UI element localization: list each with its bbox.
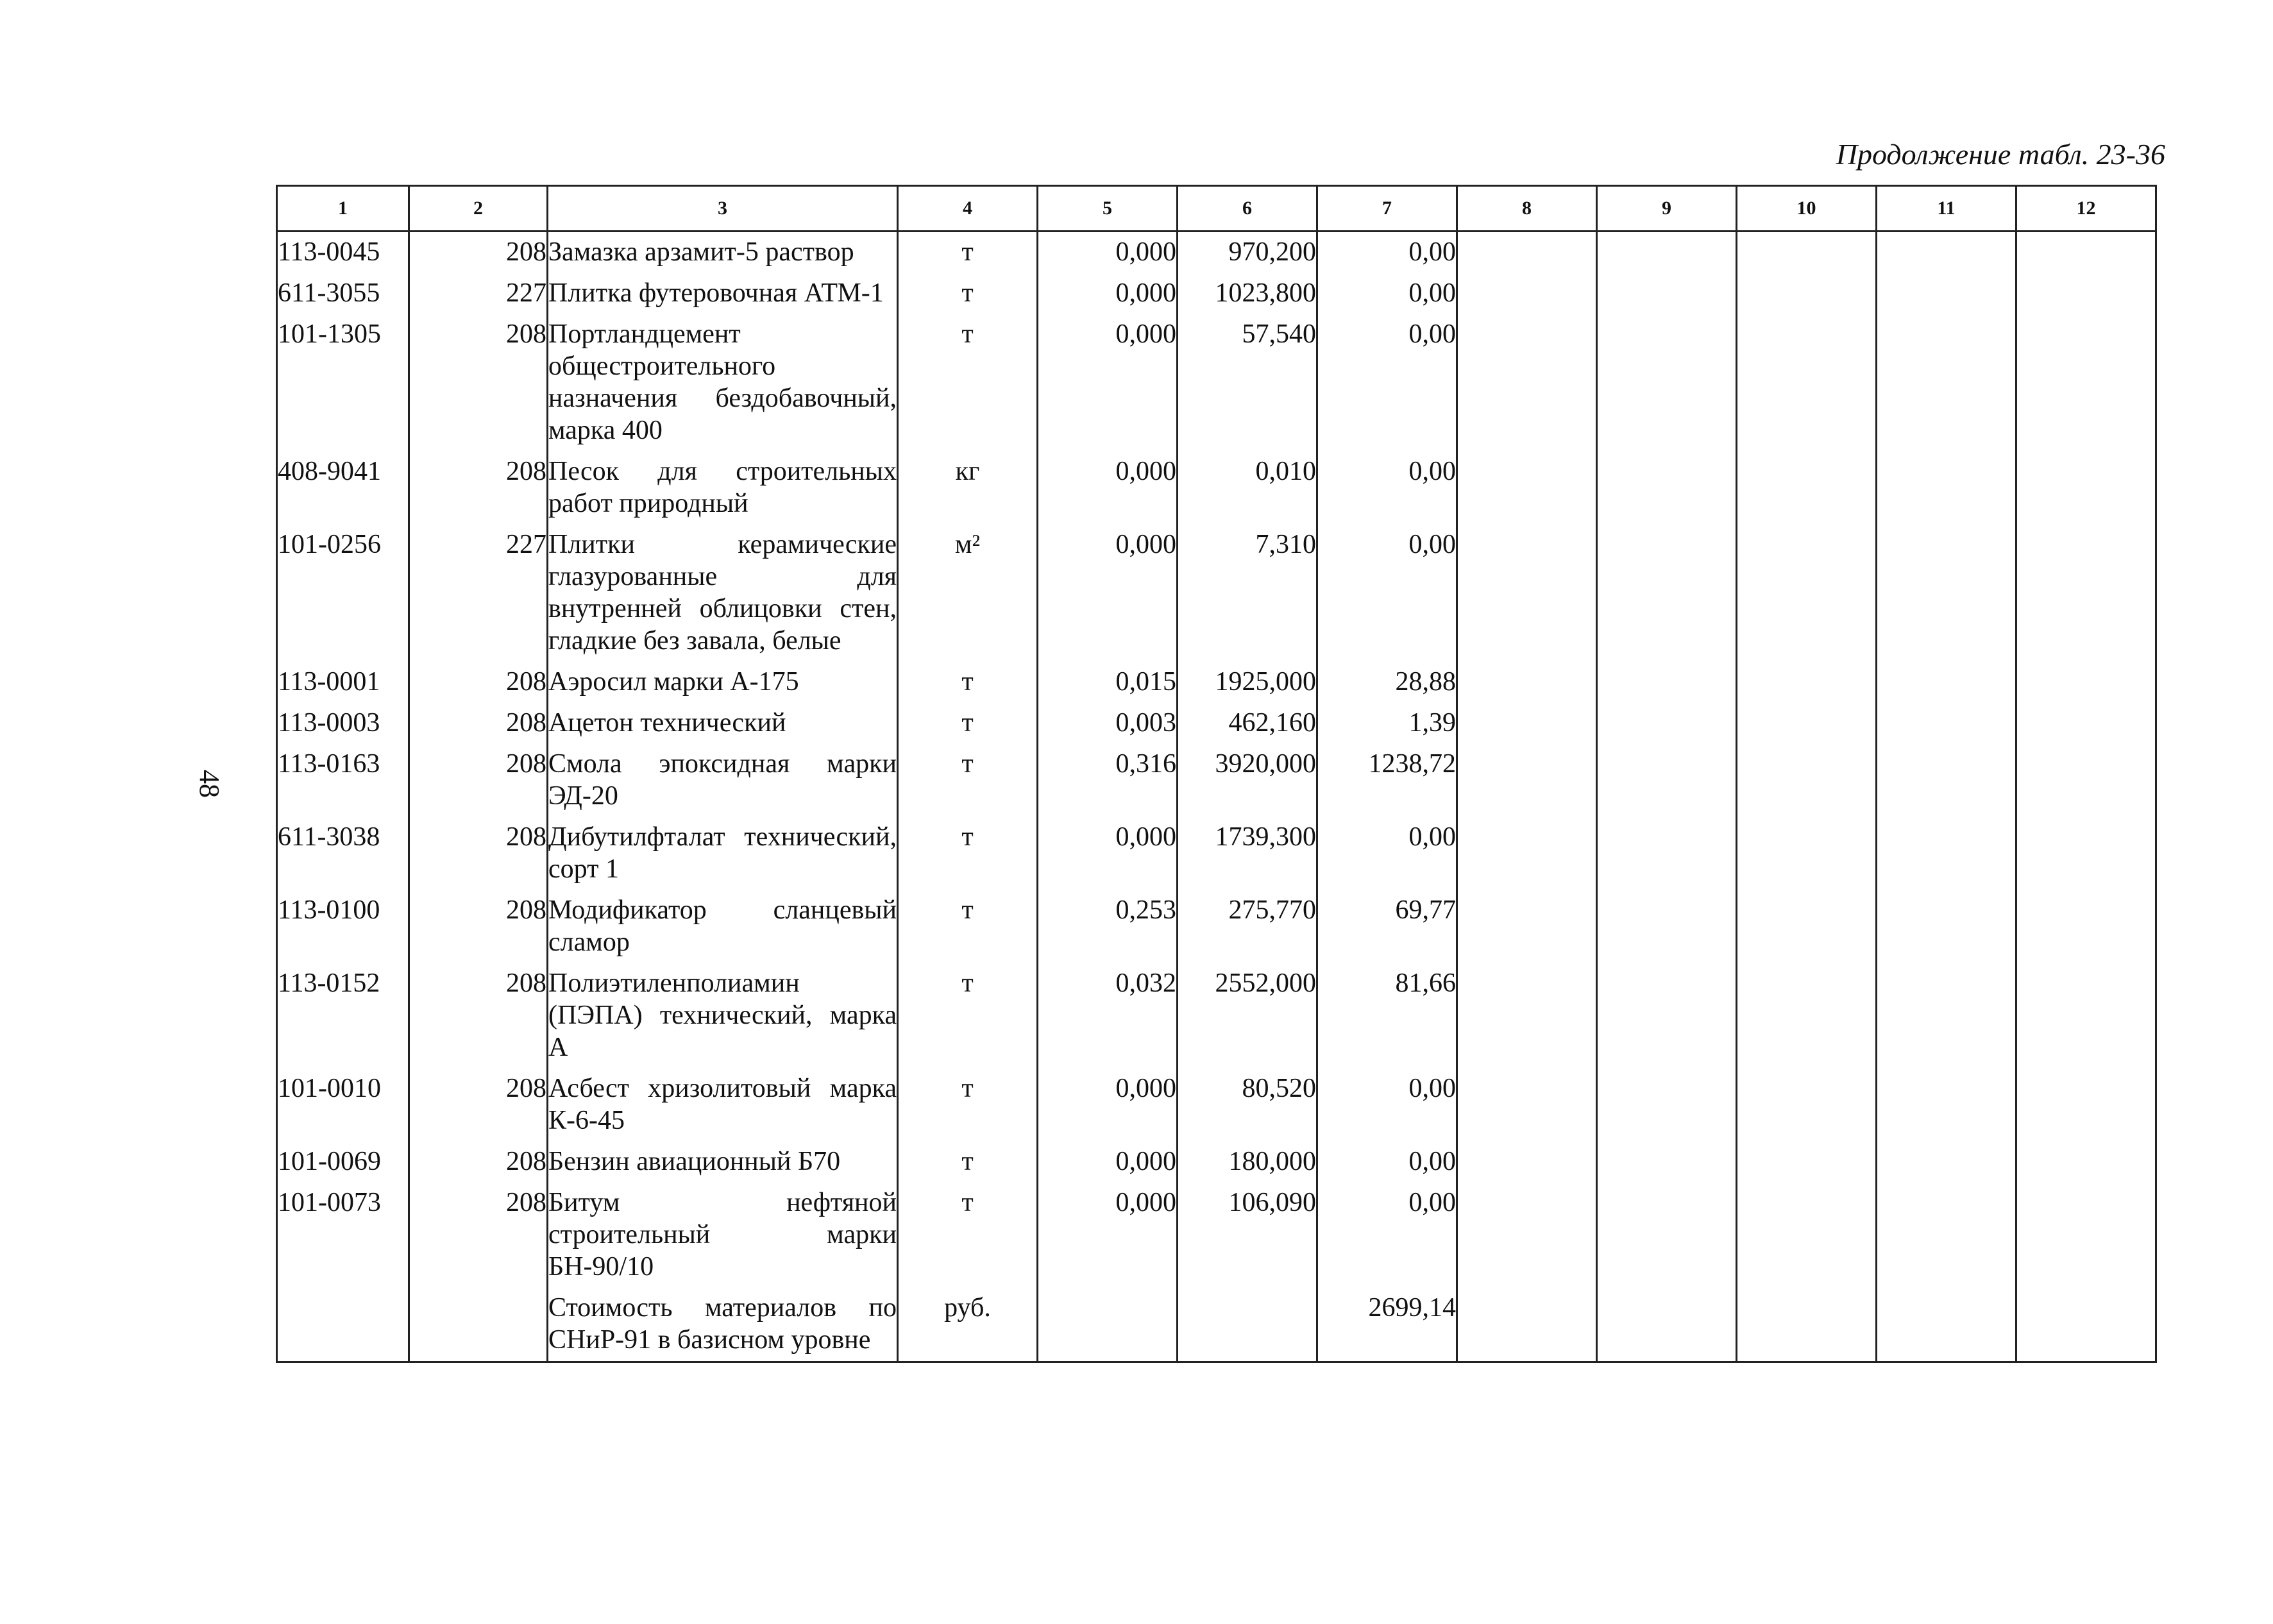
column-header: 6 — [1178, 186, 1317, 232]
price-cell: 80,520 — [1178, 1069, 1317, 1142]
index-cell: 208 — [409, 1142, 548, 1183]
empty-cell — [1597, 1183, 1737, 1288]
material-name-cell: Песок для строительных работ природный — [548, 452, 898, 525]
table-row — [277, 662, 2156, 703]
empty-cell — [2016, 662, 2156, 703]
material-name-cell: Битум нефтяной строительный марки БН-90/10 — [548, 1183, 898, 1288]
index-cell: 208 — [409, 817, 548, 890]
quantity-cell: 0,000 — [1038, 232, 1178, 274]
empty-cell — [2016, 232, 2156, 274]
empty-cell — [1737, 314, 1877, 452]
material-name-cell: Стоимость материалов по СНиР-91 в базисном уровне — [548, 1288, 898, 1362]
empty-cell — [2016, 744, 2156, 817]
cost-cell: 0,00 — [1317, 273, 1457, 314]
index-cell: 208 — [409, 744, 548, 817]
price-cell: 7,310 — [1178, 525, 1317, 662]
unit-cell: м² — [898, 525, 1038, 662]
header-row — [277, 186, 2156, 232]
quantity-cell: 0,000 — [1038, 525, 1178, 662]
empty-cell — [1877, 525, 2016, 662]
price-cell: 1925,000 — [1178, 662, 1317, 703]
empty-cell — [1457, 744, 1597, 817]
unit-cell: т — [898, 232, 1038, 274]
unit-cell: т — [898, 1069, 1038, 1142]
unit-cell: т — [898, 817, 1038, 890]
price-cell: 1023,800 — [1178, 273, 1317, 314]
empty-cell — [1737, 963, 1877, 1069]
index-cell: 208 — [409, 232, 548, 274]
price-cell: 106,090 — [1178, 1183, 1317, 1288]
material-name-cell: Аэросил марки А-175 — [548, 662, 898, 703]
index-cell: 227 — [409, 525, 548, 662]
empty-cell — [1877, 1142, 2016, 1183]
empty-cell — [1457, 1069, 1597, 1142]
empty-cell — [1737, 1288, 1877, 1362]
empty-cell — [1457, 314, 1597, 452]
empty-cell — [1737, 744, 1877, 817]
resource-code-cell: 113-0100 — [277, 890, 409, 963]
empty-cell — [1597, 817, 1737, 890]
material-name-cell: Плитки керамические глазурованные для внутренней облицовки стен, гладкие без завала, белые — [548, 525, 898, 662]
quantity-cell: 0,316 — [1038, 744, 1178, 817]
total-cost-cell: 2699,14 — [1317, 1288, 1457, 1362]
price-cell: 1739,300 — [1178, 817, 1317, 890]
empty-cell — [1457, 525, 1597, 662]
price-cell: 2552,000 — [1178, 963, 1317, 1069]
resource-code-cell: 611-3038 — [277, 817, 409, 890]
empty-cell — [1877, 703, 2016, 744]
empty-cell — [1737, 662, 1877, 703]
quantity-cell: 0,000 — [1038, 1183, 1178, 1288]
price-cell: 970,200 — [1178, 232, 1317, 274]
empty-cell — [1737, 1142, 1877, 1183]
resource-code-cell: 101-0256 — [277, 525, 409, 662]
empty-cell — [1597, 1288, 1737, 1362]
price-cell — [1178, 1288, 1317, 1362]
resource-code-cell: 113-0001 — [277, 662, 409, 703]
empty-cell — [1597, 452, 1737, 525]
material-name-cell: Асбест хризолитовый марка К-6-45 — [548, 1069, 898, 1142]
table-row — [277, 232, 2156, 274]
price-cell: 3920,000 — [1178, 744, 1317, 817]
unit-cell: т — [898, 662, 1038, 703]
quantity-cell: 0,253 — [1038, 890, 1178, 963]
index-cell: 208 — [409, 662, 548, 703]
price-cell: 275,770 — [1178, 890, 1317, 963]
cost-cell: 0,00 — [1317, 1183, 1457, 1288]
table-row — [277, 963, 2156, 1069]
resource-code-cell: 113-0003 — [277, 703, 409, 744]
table-row — [277, 273, 2156, 314]
material-name-cell: Плитка футеровочная АТМ-1 — [548, 273, 898, 314]
empty-cell — [1877, 817, 2016, 890]
empty-cell — [1597, 744, 1737, 817]
empty-cell — [1457, 817, 1597, 890]
cost-cell: 0,00 — [1317, 1142, 1457, 1183]
table-row — [277, 452, 2156, 525]
unit-cell: т — [898, 273, 1038, 314]
empty-cell — [2016, 963, 2156, 1069]
page-number: 48 — [194, 770, 225, 798]
empty-cell — [1597, 963, 1737, 1069]
resource-code-cell: 611-3055 — [277, 273, 409, 314]
table-row — [277, 1183, 2156, 1288]
empty-cell — [1597, 232, 1737, 274]
material-name-cell: Дибутилфталат технический, сорт 1 — [548, 817, 898, 890]
material-name-cell: Модификатор сланцевый сламор — [548, 890, 898, 963]
empty-cell — [2016, 817, 2156, 890]
column-header: 4 — [898, 186, 1038, 232]
table-row — [277, 1142, 2156, 1183]
empty-cell — [2016, 1288, 2156, 1362]
empty-cell — [1737, 817, 1877, 890]
empty-cell — [1457, 662, 1597, 703]
resource-code-cell — [277, 1288, 409, 1362]
empty-cell — [1877, 1288, 2016, 1362]
unit-cell: т — [898, 703, 1038, 744]
index-cell: 208 — [409, 1069, 548, 1142]
unit-cell: руб. — [898, 1288, 1038, 1362]
quantity-cell: 0,000 — [1038, 1142, 1178, 1183]
empty-cell — [1877, 232, 2016, 274]
empty-cell — [1877, 1069, 2016, 1142]
column-header: 1 — [277, 186, 409, 232]
price-cell: 57,540 — [1178, 314, 1317, 452]
unit-cell: т — [898, 890, 1038, 963]
table-row — [277, 314, 2156, 452]
empty-cell — [1737, 1183, 1877, 1288]
table-caption: Продолжение табл. 23-36 — [1836, 138, 2165, 171]
cost-cell: 1238,72 — [1317, 744, 1457, 817]
empty-cell — [1597, 525, 1737, 662]
material-name-cell: Замазка арзамит-5 раствор — [548, 232, 898, 274]
empty-cell — [2016, 1142, 2156, 1183]
empty-cell — [2016, 314, 2156, 452]
table-row — [277, 703, 2156, 744]
table-row — [277, 817, 2156, 890]
empty-cell — [1737, 890, 1877, 963]
quantity-cell: 0,000 — [1038, 452, 1178, 525]
index-cell: 227 — [409, 273, 548, 314]
material-name-cell: Бензин авиационный Б70 — [548, 1142, 898, 1183]
empty-cell — [2016, 273, 2156, 314]
empty-cell — [2016, 525, 2156, 662]
empty-cell — [1597, 1142, 1737, 1183]
price-cell: 180,000 — [1178, 1142, 1317, 1183]
material-name-cell: Смола эпоксидная марки ЭД-20 — [548, 744, 898, 817]
unit-cell: т — [898, 314, 1038, 452]
column-header: 9 — [1597, 186, 1737, 232]
empty-cell — [2016, 1069, 2156, 1142]
table-row — [277, 744, 2156, 817]
resource-code-cell: 101-0073 — [277, 1183, 409, 1288]
empty-cell — [1737, 1069, 1877, 1142]
index-cell: 208 — [409, 703, 548, 744]
resource-code-cell: 113-0152 — [277, 963, 409, 1069]
index-cell: 208 — [409, 452, 548, 525]
index-cell: 208 — [409, 314, 548, 452]
table-row — [277, 525, 2156, 662]
column-header: 12 — [2016, 186, 2156, 232]
unit-cell: т — [898, 744, 1038, 817]
empty-cell — [1457, 890, 1597, 963]
cost-cell: 28,88 — [1317, 662, 1457, 703]
total-row — [277, 1288, 2156, 1362]
empty-cell — [2016, 452, 2156, 525]
quantity-cell: 0,000 — [1038, 817, 1178, 890]
unit-cell: т — [898, 1183, 1038, 1288]
quantity-cell: 0,003 — [1038, 703, 1178, 744]
column-header: 5 — [1038, 186, 1178, 232]
empty-cell — [1597, 703, 1737, 744]
empty-cell — [1457, 452, 1597, 525]
quantity-cell: 0,032 — [1038, 963, 1178, 1069]
material-name-cell: Полиэтиленполиамин (ПЭПА) технический, марка А — [548, 963, 898, 1069]
resource-code-cell: 101-0069 — [277, 1142, 409, 1183]
empty-cell — [1737, 525, 1877, 662]
empty-cell — [1877, 452, 2016, 525]
empty-cell — [1877, 890, 2016, 963]
empty-cell — [1457, 1183, 1597, 1288]
empty-cell — [1597, 314, 1737, 452]
cost-cell: 0,00 — [1317, 314, 1457, 452]
empty-cell — [1457, 273, 1597, 314]
empty-cell — [2016, 703, 2156, 744]
empty-cell — [1457, 963, 1597, 1069]
unit-cell: кг — [898, 452, 1038, 525]
empty-cell — [2016, 1183, 2156, 1288]
empty-cell — [1737, 452, 1877, 525]
column-header: 10 — [1737, 186, 1877, 232]
quantity-cell — [1038, 1288, 1178, 1362]
empty-cell — [1737, 273, 1877, 314]
table-row — [277, 890, 2156, 963]
cost-cell: 69,77 — [1317, 890, 1457, 963]
empty-cell — [1597, 273, 1737, 314]
column-header: 3 — [548, 186, 898, 232]
unit-cell: т — [898, 963, 1038, 1069]
quantity-cell: 0,000 — [1038, 1069, 1178, 1142]
cost-cell: 81,66 — [1317, 963, 1457, 1069]
index-cell: 208 — [409, 890, 548, 963]
column-header: 8 — [1457, 186, 1597, 232]
empty-cell — [1877, 662, 2016, 703]
index-cell — [409, 1288, 548, 1362]
materials-table — [276, 185, 2157, 1363]
table-row — [277, 1069, 2156, 1142]
resource-code-cell: 113-0163 — [277, 744, 409, 817]
empty-cell — [1457, 1142, 1597, 1183]
column-header: 7 — [1317, 186, 1457, 232]
quantity-cell: 0,000 — [1038, 314, 1178, 452]
resource-code-cell: 113-0045 — [277, 232, 409, 274]
cost-cell: 0,00 — [1317, 1069, 1457, 1142]
price-cell: 462,160 — [1178, 703, 1317, 744]
unit-cell: т — [898, 1142, 1038, 1183]
empty-cell — [1877, 963, 2016, 1069]
column-header: 11 — [1877, 186, 2016, 232]
resource-code-cell: 101-0010 — [277, 1069, 409, 1142]
resource-code-cell: 408-9041 — [277, 452, 409, 525]
quantity-cell: 0,000 — [1038, 273, 1178, 314]
index-cell: 208 — [409, 1183, 548, 1288]
empty-cell — [1737, 232, 1877, 274]
price-cell: 0,010 — [1178, 452, 1317, 525]
cost-cell: 1,39 — [1317, 703, 1457, 744]
empty-cell — [1597, 662, 1737, 703]
column-header: 2 — [409, 186, 548, 232]
empty-cell — [1457, 232, 1597, 274]
empty-cell — [1457, 1288, 1597, 1362]
quantity-cell: 0,015 — [1038, 662, 1178, 703]
empty-cell — [1877, 1183, 2016, 1288]
empty-cell — [1457, 703, 1597, 744]
resource-code-cell: 101-1305 — [277, 314, 409, 452]
cost-cell: 0,00 — [1317, 232, 1457, 274]
empty-cell — [1877, 273, 2016, 314]
empty-cell — [1877, 744, 2016, 817]
empty-cell — [1597, 890, 1737, 963]
empty-cell — [2016, 890, 2156, 963]
material-name-cell: Ацетон технический — [548, 703, 898, 744]
cost-cell: 0,00 — [1317, 817, 1457, 890]
empty-cell — [1737, 703, 1877, 744]
empty-cell — [1877, 314, 2016, 452]
index-cell: 208 — [409, 963, 548, 1069]
material-name-cell: Портландцемент общестроительного назначения бездобавочный, марка 400 — [548, 314, 898, 452]
cost-cell: 0,00 — [1317, 525, 1457, 662]
cost-cell: 0,00 — [1317, 452, 1457, 525]
empty-cell — [1597, 1069, 1737, 1142]
